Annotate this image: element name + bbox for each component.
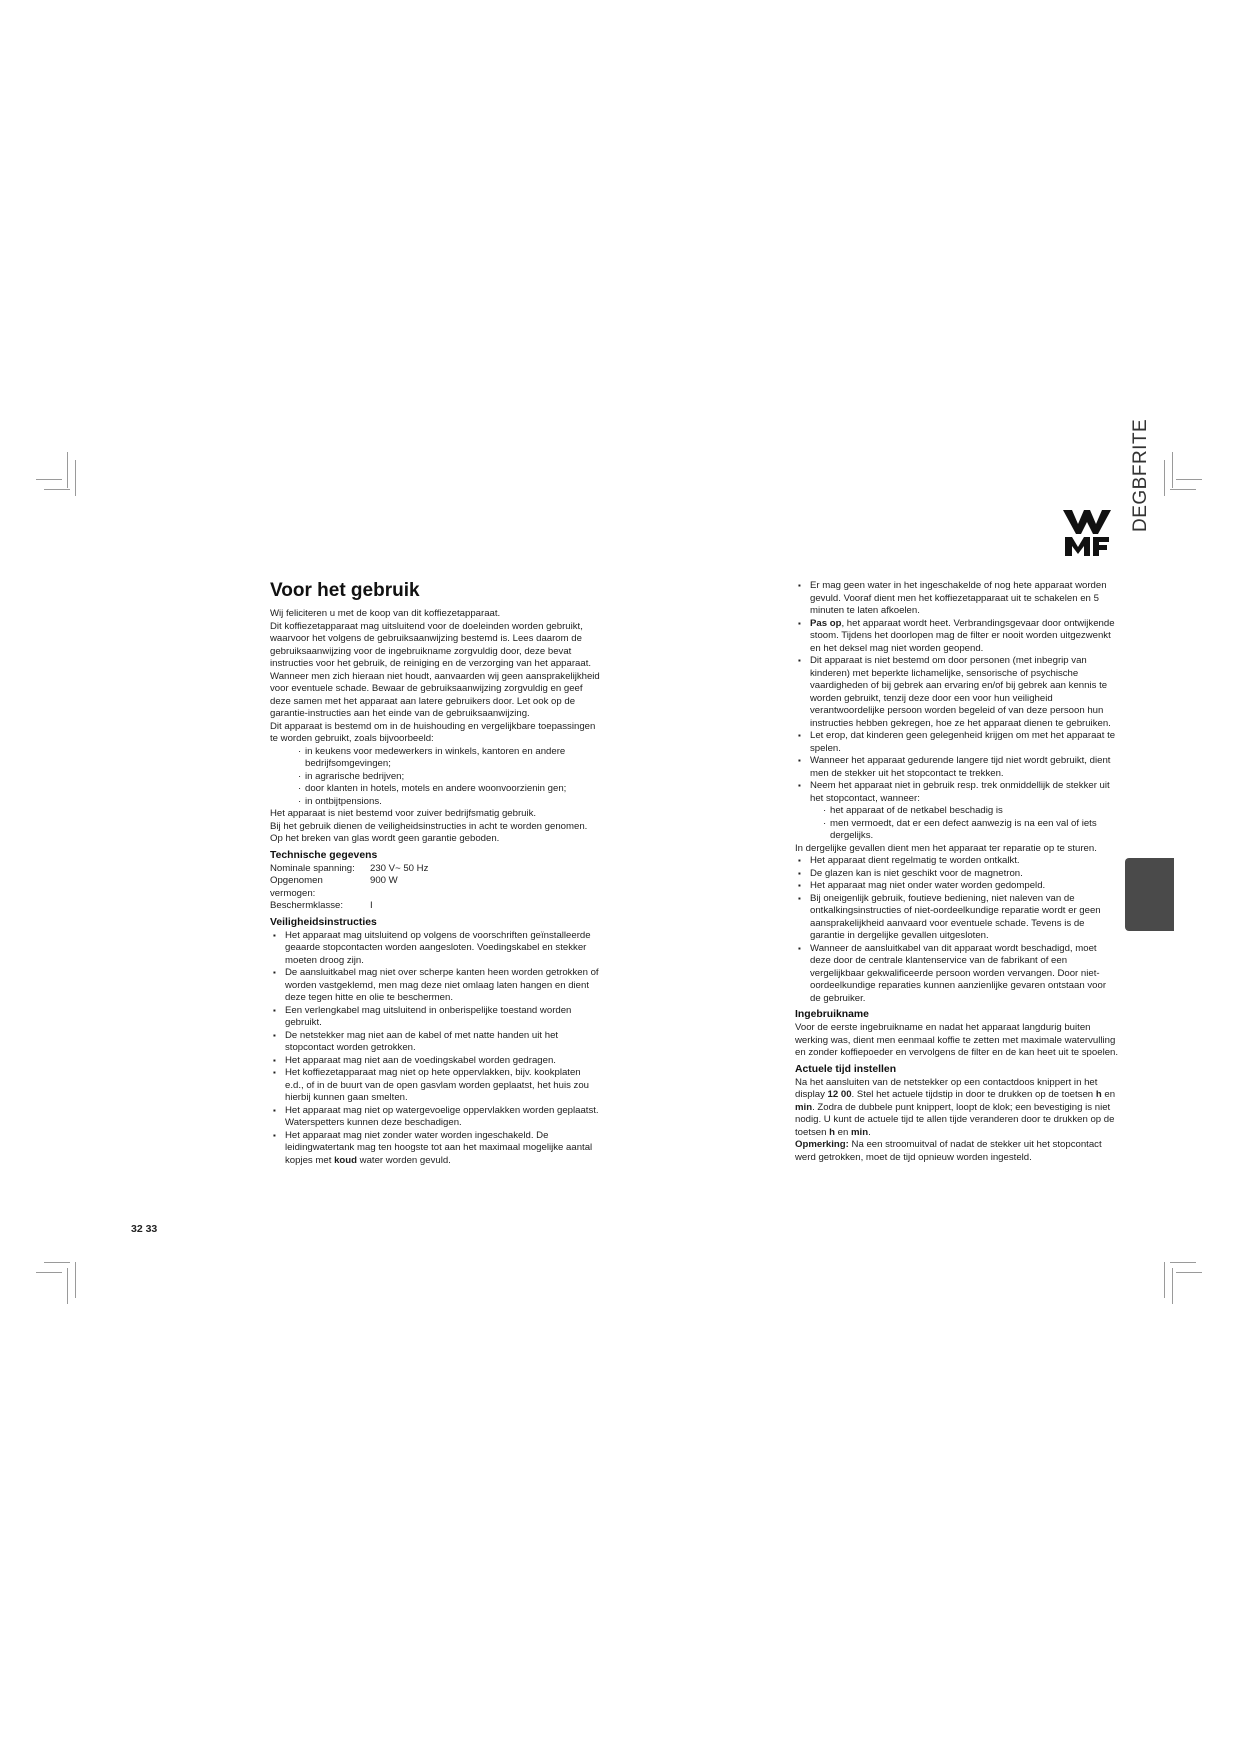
crop-mark xyxy=(44,1262,70,1263)
crop-mark xyxy=(36,479,62,480)
page-numbers: 32 33 xyxy=(131,1223,158,1235)
maintenance-list xyxy=(795,855,1119,1005)
crop-mark xyxy=(1164,460,1165,496)
list-item: · men vermoedt, dat er een defect aanwezig is na een val of iets dergelijks. xyxy=(823,818,1119,843)
spec-row xyxy=(270,863,600,876)
list-item: ▪ De netstekker mag niet aan de kabel of met natte handen uit het stopcontact worden getrokken. xyxy=(270,1030,600,1055)
intro-paragraph: Dit koffiezetapparaat mag uitsluitend voor de doeleinden worden gebruikt, waarvoor het volgens de gebruiksaanwijzing bestemd is. Lees daarom de gebruiksaanwijzing voor de ingebruikname zorgvuldig door, deze bevat instructies voor het gebruik, de reiniging en de verzorging van het apparaat. Wanneer men zich hieraan niet houdt, aanvaarden wij geen aansprakelijkheid voor eventuele schade. Bewaar de gebruiksaanwijzing zorgvuldig en geef deze samen met het apparaat aan latere gebruikers door. Let ook op de garantie-instructies aan het einde van de gebruiksaanwijzing. xyxy=(270,620,600,719)
bold-text: koud xyxy=(334,1154,357,1166)
list-item: ▪ Het apparaat mag niet onder water worden gedompeld. xyxy=(795,880,1119,893)
spec-value: 900 W xyxy=(370,875,398,886)
list-item: ▪ Het apparaat mag uitsluitend op volgens de voorschriften geïnstalleerde geaarde stopcontacten worden aangesloten. Voedingskabel en stekker moeten droog zijn. xyxy=(270,930,600,968)
note xyxy=(795,1139,1119,1164)
crop-mark xyxy=(67,452,68,488)
text-run: en xyxy=(1101,1089,1116,1100)
list-item: ▪ Er mag geen water in het ingeschakelde of nog hete apparaat worden gevuld. Vooraf dient men het koffiezetapparaat uit te schakelen en 5 minuten te laten afkoelen. xyxy=(795,580,1119,618)
section-heading: Veiligheidsinstructies xyxy=(270,916,377,928)
list-item: · in agrarische bedrijven; xyxy=(298,771,600,784)
list-item: ▪ Neem het apparaat niet in gebruik resp. trek onmiddellijk de stekker uit het stopcontact, wanneer: xyxy=(795,780,1119,805)
spec-value: 230 V~ 50 Hz xyxy=(370,862,429,874)
svg-text:WMF: WMF xyxy=(1062,508,1065,509)
spec-row xyxy=(270,900,600,913)
conditions-list xyxy=(795,805,1119,843)
text-run: . xyxy=(868,1126,871,1138)
spec-label: Beschermklasse: xyxy=(270,900,344,911)
intro-paragraph: Wij feliciteren u met de koop van dit koffiezetapparaat. xyxy=(270,608,501,619)
uses-list xyxy=(270,746,600,809)
chapter-tab xyxy=(1125,858,1174,931)
list-item: · het apparaat of de netkabel beschadig is xyxy=(823,805,1119,818)
list-item: · door klanten in hotels, motels en andere woonvoorzienin gen; xyxy=(298,783,600,796)
body-text: Voor de eerste ingebruikname en nadat het apparaat langdurig buiten werking was, dient men eenmaal koffie te zetten met maximale watervulling en zonder koffiepoeder en vervolgens de filter en de kan heet uit te spoelen. xyxy=(795,1022,1119,1058)
list-item: ▪ Bij oneigenlijk gebruik, foutieve bediening, niet naleven van de ontkalkingsinstructies of niet-oordeelkundige reparatie wordt er geen aansprakelijkheid aanvaard voor eventuele schade. Tevens is de garantie in dergelijke gevallen uitgesloten. xyxy=(795,893,1119,943)
body-text: Het apparaat is niet bestemd voor zuiver bedrijfsmatig gebruik. xyxy=(270,808,537,819)
spec-label: Nominale spanning: xyxy=(270,862,355,874)
list-item: ▪ Het koffiezetapparaat mag niet op hete oppervlakken, bijv. kookplaten e.d., of in de buurt van de open gasvlam worden geplaatst, het huis zou hierbij kunnen gaan smelten. xyxy=(270,1067,600,1105)
body-text: In dergelijke gevallen dient men het apparaat ter reparatie op te sturen. xyxy=(795,842,1097,854)
key-h-label: h xyxy=(829,1126,836,1138)
spec-row xyxy=(270,875,600,900)
text-run: Na een stroomuitval of nadat de stekker uit het stopcontact werd getrokken, moet de tijd opnieuw worden ingesteld. xyxy=(795,1139,1102,1163)
list-item: ▪ Let erop, dat kinderen geen gelegenheid krijgen om met het apparaat te spelen. xyxy=(795,730,1119,755)
list-item: ▪ Het apparaat mag niet op watergevoelige oppervlakken worden geplaatst. Waterspetters kunnen deze beschadigen. xyxy=(270,1105,600,1130)
spec-value: I xyxy=(370,900,373,911)
text-run: . Zodra de dubbele punt knippert, loopt de klok; een bevestiging is niet nodig. U kunt de actuele tijd te allen tijde veranderen door te drukken op de toetsen xyxy=(795,1101,1115,1138)
list-item: ▪ De aansluitkabel mag niet over scherpe kanten heen worden getrokken of worden vastgeklemd, men mag deze niet omlaag laten hangen en dient deze tegen hitte en olie te beschermen. xyxy=(270,967,600,1005)
crop-mark xyxy=(44,489,70,490)
wmf-logo xyxy=(1062,508,1112,558)
bold-text: Pas op xyxy=(810,617,842,629)
list-item: ▪ Een verlengkabel mag uitsluitend in onberispelijke toestand worden gebruikt. xyxy=(270,1005,600,1030)
safety-list xyxy=(270,930,600,1168)
crop-mark xyxy=(1172,452,1173,488)
crop-mark xyxy=(1170,489,1196,490)
language-code-title: DEGBFRITE xyxy=(1130,418,1151,532)
list-item: ▪ Het apparaat dient regelmatig te worden ontkalkt. xyxy=(795,855,1119,868)
right-column xyxy=(795,580,1119,1164)
list-item xyxy=(795,618,1119,656)
key-min-label: min xyxy=(851,1126,869,1138)
section-heading: Ingebruikname xyxy=(795,1009,869,1020)
text-run: water worden gevuld. xyxy=(356,1154,451,1166)
text-run: Het apparaat mag niet zonder water worden ingeschakeld. De leidingwatertank mag ten hoogste tot aan het maximaal mogelijke aantal kopjes met xyxy=(285,1129,593,1166)
crop-mark xyxy=(67,1268,68,1304)
left-column xyxy=(270,580,600,1167)
list-item: ▪ Dit apparaat is niet bestemd om door personen (met inbegrip van kinderen) met beperkte lichamelijke, sensorische of psychische vaardigheden of bij gebrek aan ervaring en/of bij gebrek aan kennis te worden gebruikt, tenzij deze door een voor hun veiligheid verantwoordelijke persoon worden begeleid of van deze persoon hun instructies hebben gekregen, hoe ze het apparaat dienen te gebruiken. xyxy=(795,655,1119,730)
text-run: , het apparaat wordt heet. Verbrandingsgevaar door ontwijkende stoom. Tijdens het doorlopen mag de filter er nooit worden uitgezwenkt en het deksel mag niet worden geopend. xyxy=(810,617,1115,654)
list-item: ▪ De glazen kan is niet geschikt voor de magnetron. xyxy=(795,868,1119,881)
crop-mark xyxy=(36,1272,62,1273)
crop-mark xyxy=(1164,1262,1165,1298)
spec-label: Opgenomen vermogen: xyxy=(270,875,323,899)
safety-list-continued xyxy=(795,580,1119,805)
list-item: ▪ Wanneer de aansluitkabel van dit apparaat wordt beschadigd, moet deze door de centrale klantenservice van de fabrikant of een vergelijkbaar gekwalificeerde persoon worden vervangen. Door niet-oordeelkundige reparaties kunnen aanzienlijke gevaren ontstaan voor de gebruiker. xyxy=(795,943,1119,1006)
key-min-label: min xyxy=(795,1101,813,1113)
crop-mark xyxy=(1170,1262,1196,1263)
list-item: · in ontbijtpensions. xyxy=(298,796,600,809)
intro-paragraph: Dit apparaat is bestemd om in de huishouding en vergelijkbare toepassingen te worden gebruikt, zoals bijvoorbeeld: xyxy=(270,720,596,744)
crop-mark xyxy=(1176,1272,1202,1273)
crop-mark xyxy=(1172,1268,1173,1304)
page-title: Voor het gebruik xyxy=(270,580,420,601)
text-run: . Stel het actuele tijdstip in door te drukken op de toetsen xyxy=(851,1089,1096,1100)
section-heading: Technische gegevens xyxy=(270,849,378,861)
display-value: 12 00 xyxy=(827,1089,852,1100)
list-item: ▪ Wanneer het apparaat gedurende langere tijd niet wordt gebruikt, dient men de stekker uit het stopcontact te trekken. xyxy=(795,755,1119,780)
crop-mark xyxy=(1176,479,1202,480)
list-item: ▪ Het apparaat mag niet aan de voedingskabel worden gedragen. xyxy=(270,1055,600,1068)
note-label: Opmerking: xyxy=(795,1139,849,1150)
list-item xyxy=(270,1130,600,1168)
body-text: Op het breken van glas wordt geen garantie geboden. xyxy=(270,833,500,844)
section-heading: Actuele tijd instellen xyxy=(795,1063,897,1075)
body-text xyxy=(795,1077,1119,1140)
crop-mark xyxy=(75,460,76,496)
crop-mark xyxy=(75,1262,76,1298)
body-text: Bij het gebruik dienen de veiligheidsinstructies in acht te worden genomen. xyxy=(270,820,588,832)
text-run: Na het aansluiten van de netstekker op een contactdoos knippert in het display xyxy=(795,1076,1098,1100)
key-h-label: h xyxy=(1095,1089,1102,1100)
list-item: · in keukens voor medewerkers in winkels, kantoren en andere bedrijfsomgevingen; xyxy=(298,746,600,771)
text-run: en xyxy=(835,1126,852,1138)
